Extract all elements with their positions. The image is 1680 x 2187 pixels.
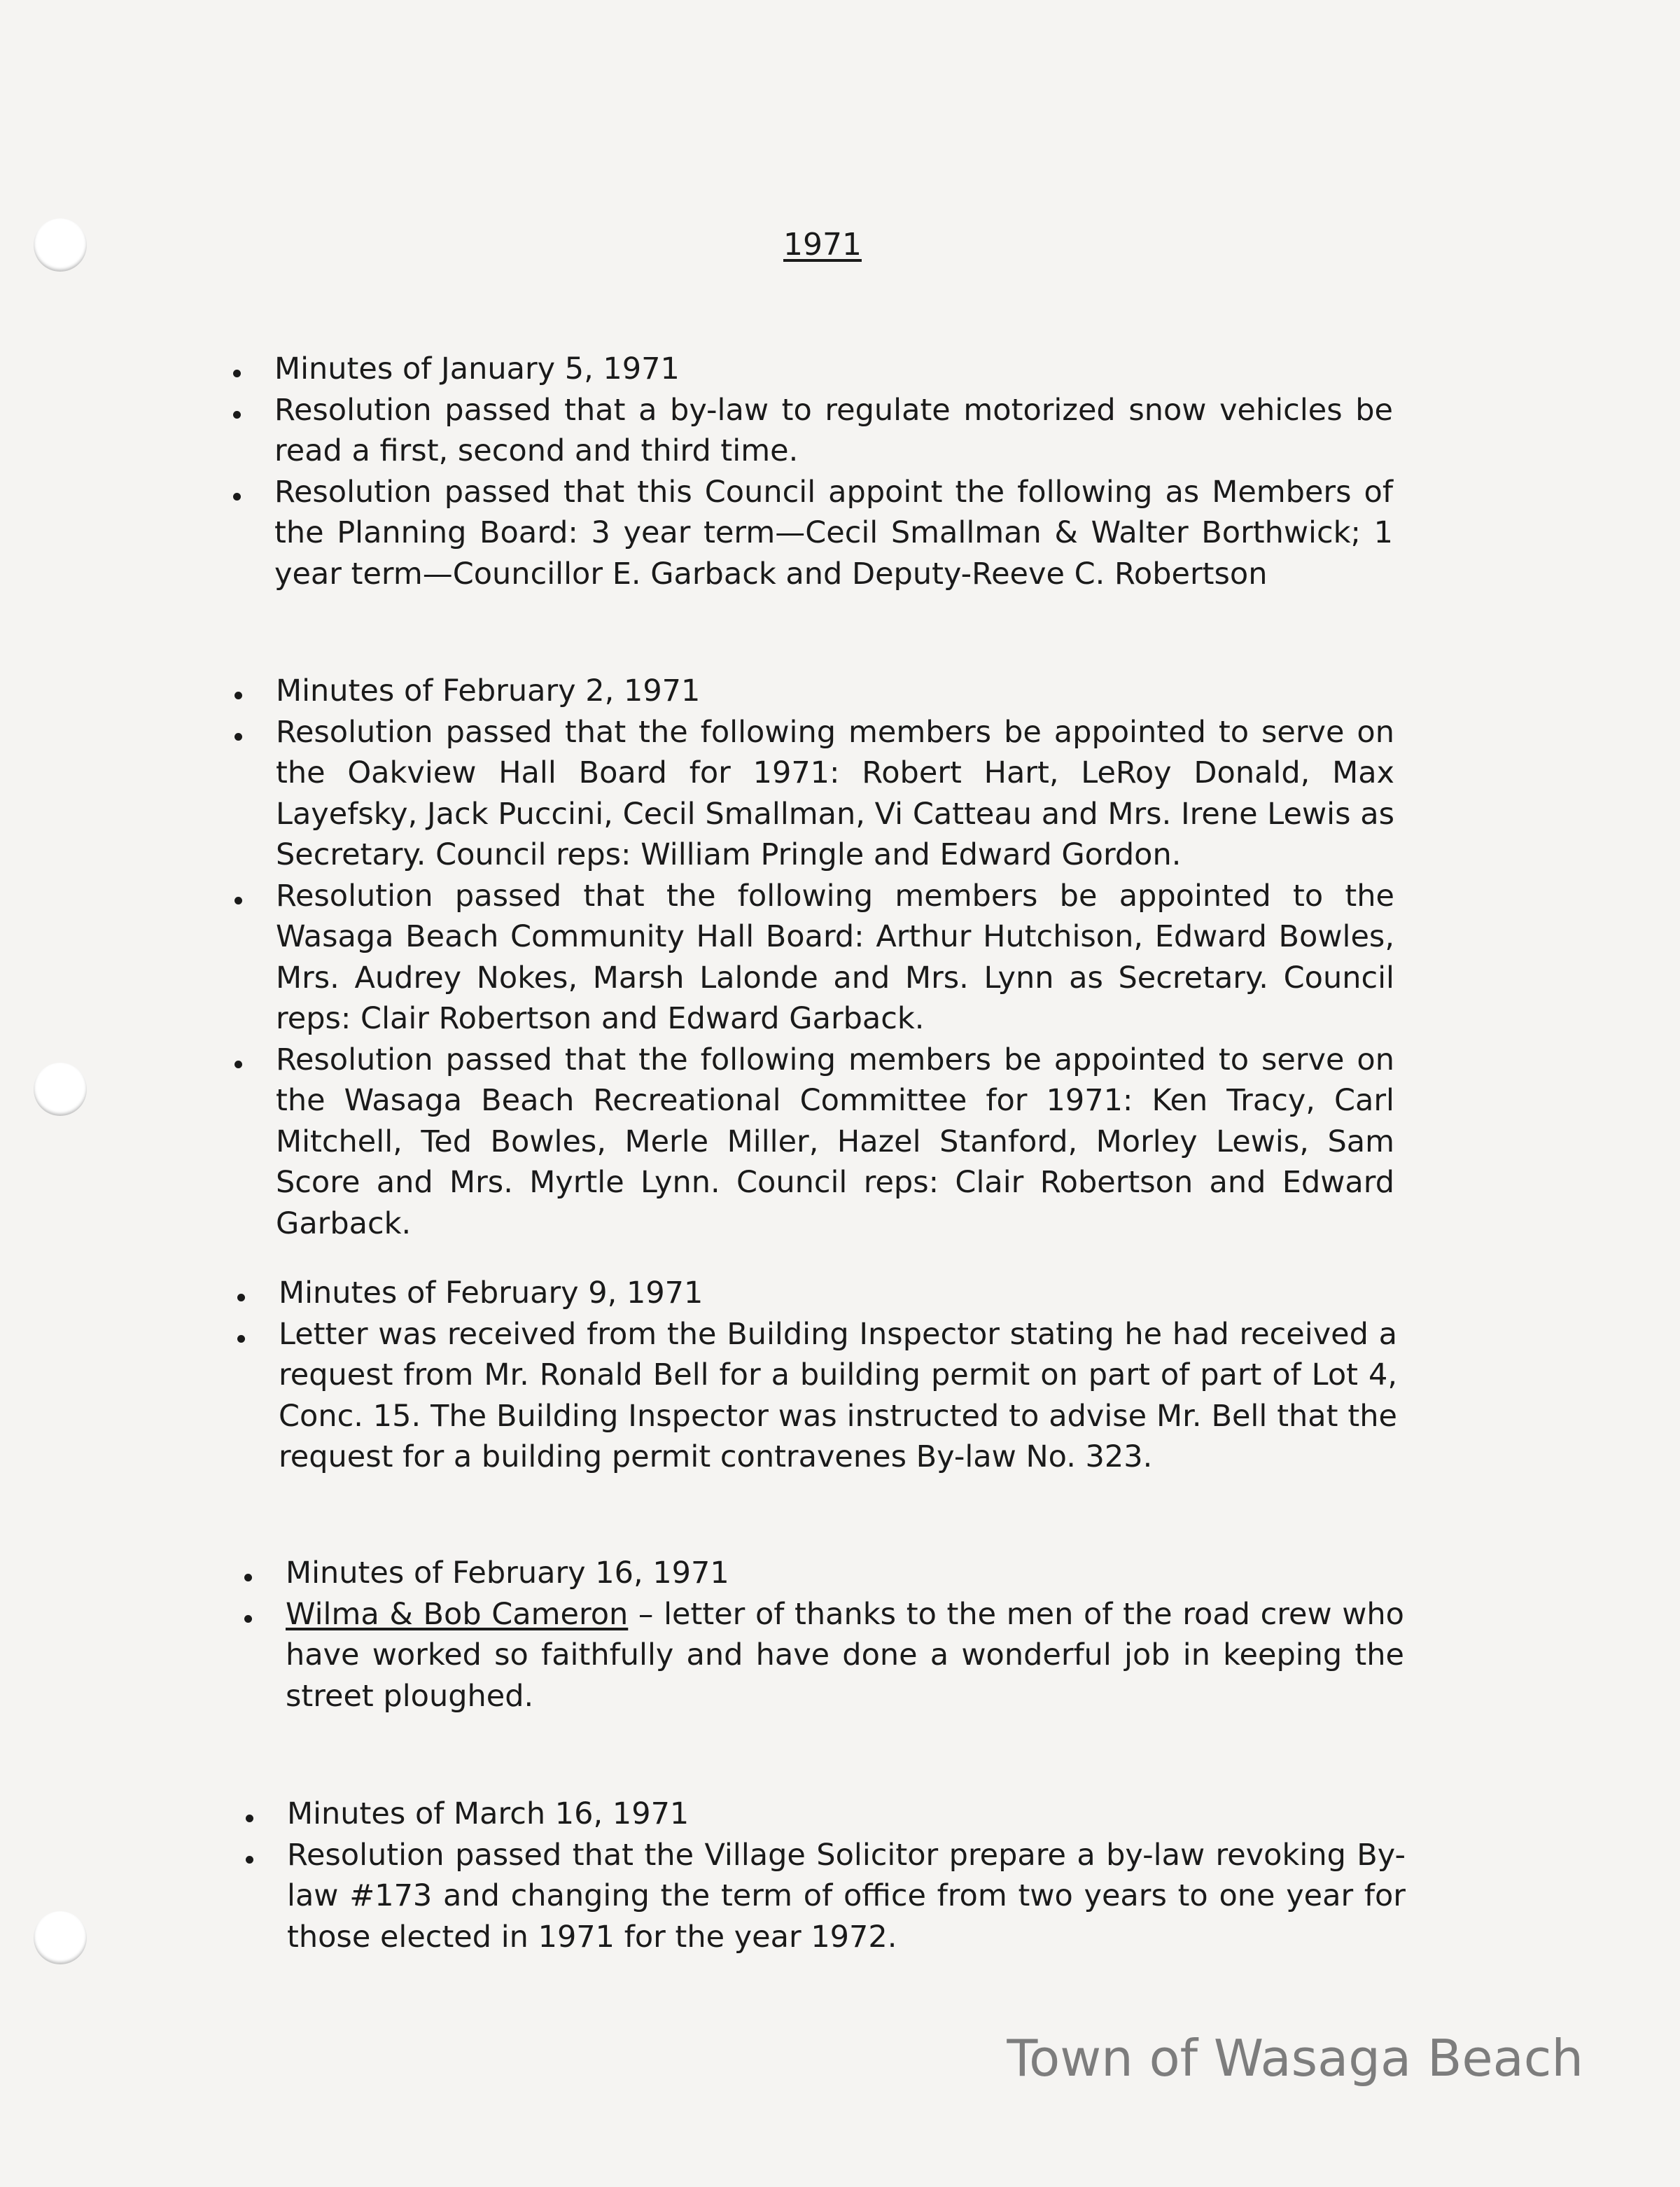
list-item: Resolution passed that the Village Solicitor prepare a by-law revoking By-law #173 and changing the term of office from two years to one year for those elected in 1971 for the year 1972. [244,1835,1406,1958]
minutes-section-feb-16 [242,1553,1404,1717]
minutes-section-feb-2 [232,671,1394,1244]
watermark: Town of Wasaga Beach [1007,2029,1583,2088]
list-item: Minutes of February 2, 1971 [232,671,1394,712]
binder-hole-bottom [34,1911,87,1964]
list-item: Resolution passed that the following members be appointed to serve on the Oakview Hall Board for 1971: Robert Hart, LeRoy Donald, Max Layefsky, Jack Puccini, Cecil Smallman, Vi Catteau and Mrs. Irene Lewis as Secretary. Council reps: William Pringle and Edward Gordon. [232,712,1394,876]
list-item [242,1594,1404,1717]
minutes-section-feb-9 [235,1273,1397,1478]
letter-text: – letter of thanks to the men of the road crew who have worked so faithfully and have done a wonderful job in keeping the street ploughed. [286,1596,1404,1714]
list-item: Minutes of March 16, 1971 [244,1794,1406,1835]
list-item: Resolution passed that this Council appoint the following as Members of the Planning Board: 3 year term—Cecil Smallman & Walter Borthwick; 1 year term—Councillor E. Garback and Deputy-Reeve C. Robertson [231,472,1393,595]
letter-sender: Wilma & Bob Cameron [286,1596,629,1632]
minutes-section-mar-16 [244,1794,1406,1957]
list-item: Minutes of February 16, 1971 [242,1553,1404,1594]
list-item: Resolution passed that the following members be appointed to serve on the Wasaga Beach Recreational Committee for 1971: Ken Tracy, Carl Mitchell, Ted Bowles, Merle Miller, Hazel Stanford, Morley Lewis, Sam Score and Mrs. Myrtle Lynn. Council reps: Clair Robertson and Edward Garback. [232,1040,1394,1245]
list-item: Minutes of January 5, 1971 [231,349,1393,390]
minutes-section-jan-5 [231,349,1393,594]
page-title: 1971 [783,227,862,263]
list-item: Resolution passed that the following members be appointed to the Wasaga Beach Community Hall Board: Arthur Hutchison, Edward Bowles, Mrs. Audrey Nokes, Marsh Lalonde and Mrs. Lynn as Secretary. Council reps: Clair Robertson and Edward Garback. [232,876,1394,1040]
binder-hole-middle [34,1063,87,1116]
list-item: Resolution passed that a by-law to regulate motorized snow vehicles be read a first, second and third time. [231,390,1393,472]
list-item: Minutes of February 9, 1971 [235,1273,1397,1314]
list-item: Letter was received from the Building Inspector stating he had received a request from Mr. Ronald Bell for a building permit on part of part of Lot 4, Conc. 15. The Building Inspector was instructed to advise Mr. Bell that the request for a building permit contravenes By-law No. 323. [235,1314,1397,1478]
